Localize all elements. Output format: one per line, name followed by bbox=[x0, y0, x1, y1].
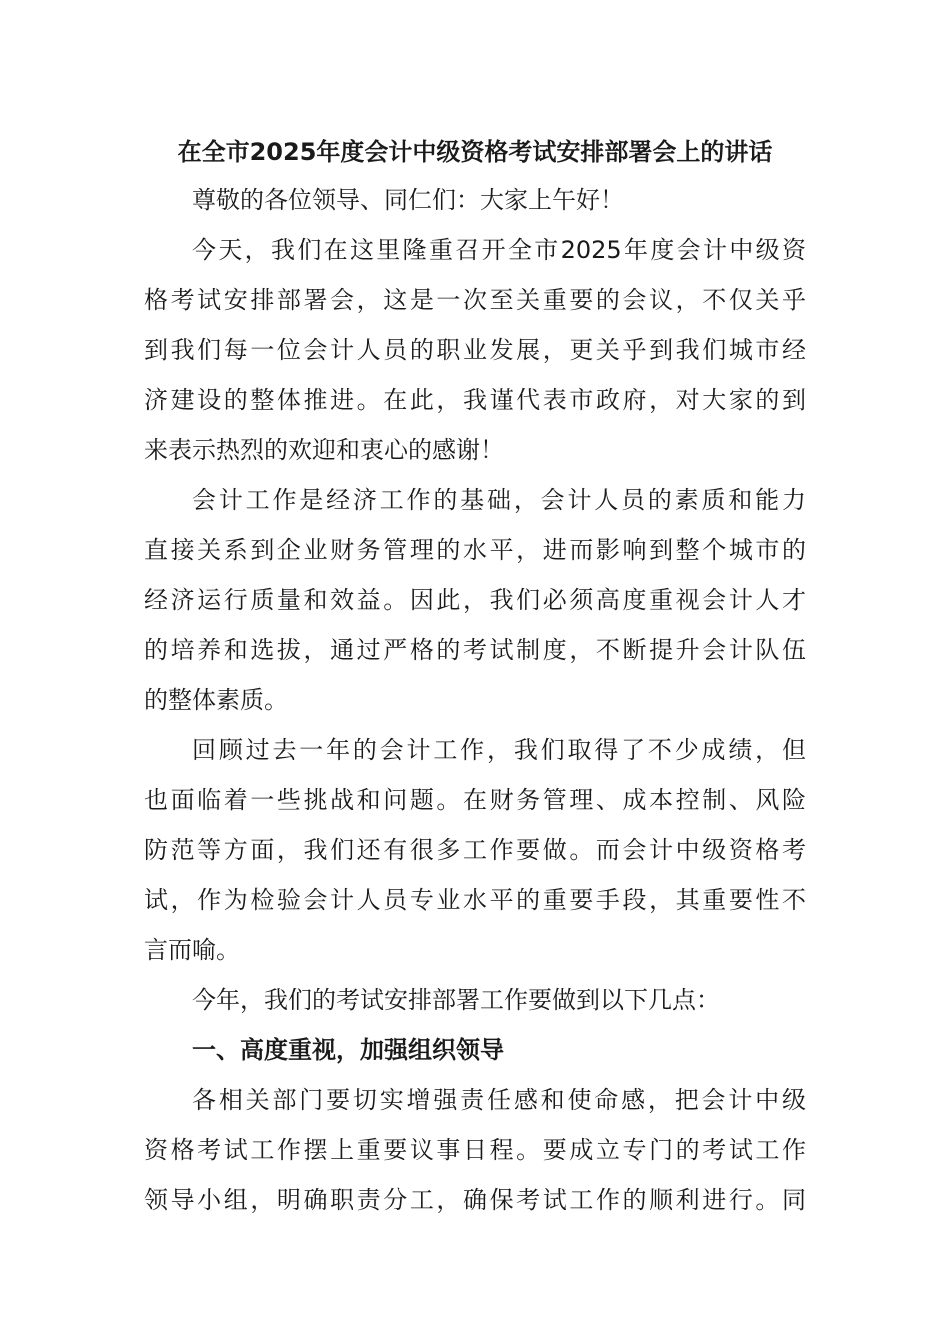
document-title: 在全市2025年度会计中级资格考试安排部署会上的讲话 bbox=[177, 138, 773, 166]
paragraph-greeting bbox=[144, 175, 806, 225]
text-line: 尊敬的各位领导、同仁们：大家上午好！ bbox=[192, 186, 624, 214]
text-line: 防范等方面，我们还有很多工作要做。而会计中级资格考 bbox=[144, 836, 806, 864]
paragraph-intro-points bbox=[144, 975, 806, 1025]
text-line: 试，作为检验会计人员专业水平的重要手段，其重要性不 bbox=[144, 886, 806, 914]
text-line: 格考试安排部署会，这是一次至关重要的会议，不仅关乎 bbox=[144, 286, 806, 314]
text-line: 也面临着一些挑战和问题。在财务管理、成本控制、风险 bbox=[144, 786, 806, 814]
text-line: 领导小组，明确职责分工，确保考试工作的顺利进行。同 bbox=[144, 1186, 806, 1214]
section-heading bbox=[144, 1025, 806, 1075]
paragraph-opening bbox=[144, 225, 806, 475]
paragraph-section-one bbox=[144, 1075, 806, 1225]
document-body bbox=[144, 175, 806, 1225]
text-line: 直接关系到企业财务管理的水平，进而影响到整个城市的 bbox=[144, 536, 806, 564]
text-line: 的整体素质。 bbox=[144, 686, 288, 714]
paragraph-review bbox=[144, 725, 806, 975]
text-line: 回顾过去一年的会计工作，我们取得了不少成绩，但 bbox=[192, 736, 806, 764]
section-heading-text: 一、高度重视，加强组织领导 bbox=[192, 1036, 504, 1064]
text-line: 经济运行质量和效益。因此，我们必须高度重视会计人才 bbox=[144, 586, 806, 614]
text-line: 的培养和选拔，通过严格的考试制度，不断提升会计队伍 bbox=[144, 636, 806, 664]
text-line: 资格考试工作摆上重要议事日程。要成立专门的考试工作 bbox=[144, 1136, 806, 1164]
paragraph-accounting-basis bbox=[144, 475, 806, 725]
text-line: 来表示热烈的欢迎和衷心的感谢！ bbox=[144, 436, 504, 464]
text-line: 今天，我们在这里隆重召开全市2025年度会计中级资 bbox=[192, 236, 806, 264]
text-line: 到我们每一位会计人员的职业发展，更关乎到我们城市经 bbox=[144, 336, 806, 364]
text-line: 今年，我们的考试安排部署工作要做到以下几点： bbox=[192, 986, 720, 1014]
text-line: 济建设的整体推进。在此，我谨代表市政府，对大家的到 bbox=[144, 386, 806, 414]
text-line: 会计工作是经济工作的基础，会计人员的素质和能力 bbox=[192, 486, 806, 514]
text-line: 言而喻。 bbox=[144, 936, 240, 964]
text-line: 各相关部门要切实增强责任感和使命感，把会计中级 bbox=[192, 1086, 806, 1114]
